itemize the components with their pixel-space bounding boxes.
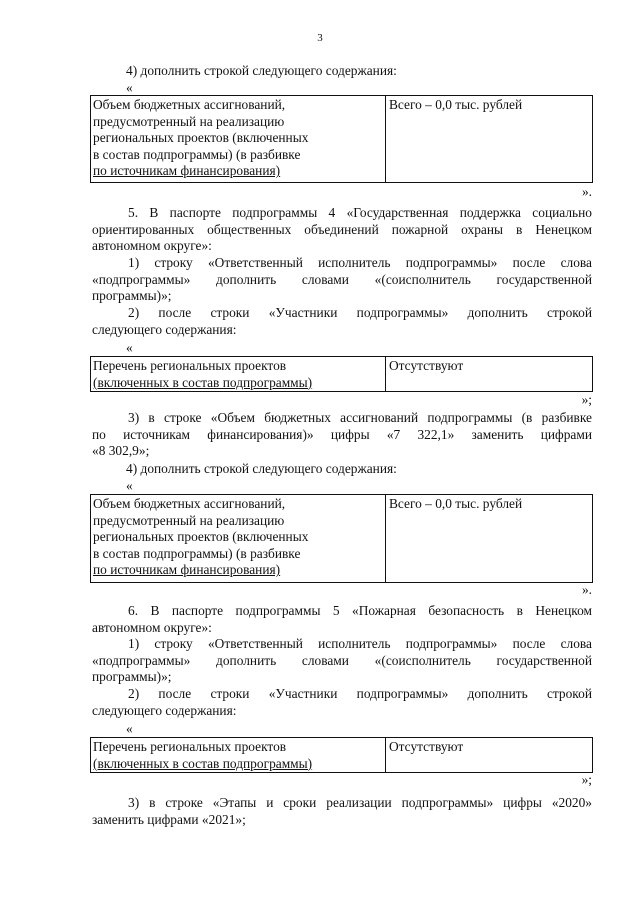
close-quote: ». <box>581 582 592 597</box>
s6-item-3: 3) в строке «Этапы и сроки реализации подпрограммы» цифры «2020» заменить цифрами «2021»; <box>92 795 592 827</box>
s6-item-2: 2) после строки «Участники подпрограммы» дополнить строкой следующего содержания: <box>92 686 592 718</box>
s5-item-2: 2) после строки «Участники подпрограммы» дополнить строкой следующего содержания: <box>92 305 592 337</box>
projects-table-1-label: Перечень региональных проектов (включенных в состав подпрограммы) <box>91 357 386 391</box>
s5-item-4: 4) дополнить строкой следующего содержания: <box>126 461 397 476</box>
s5-item-3: 3) в строке «Объем бюджетных ассигнований подпрограммы (в разбивке по источникам финансирования)» цифры «7 322,1» заменить цифрами «8 302,9»; <box>92 410 592 459</box>
close-quote: »; <box>581 392 592 407</box>
projects-table-2 <box>90 737 593 773</box>
projects-table-2-label: Перечень региональных проектов (включенных в состав подпрограммы) <box>91 738 386 772</box>
budget-table-2 <box>90 494 593 583</box>
item4-top: 4) дополнить строкой следующего содержания: <box>126 63 397 78</box>
budget-table-1-label: Объем бюджетных ассигнований, предусмотренный на реализацию региональных проектов (включенных в состав подпрограммы) (в разбивке по источникам финансирования) <box>91 96 386 182</box>
budget-table-2-value: Всего – 0,0 тыс. рублей <box>389 496 523 511</box>
section-5-paragraph: 5. В паспорте подпрограммы 4 «Государственная поддержка социально ориентированных общественных объединений пожарной охраны в Ненецком автономном округе»: <box>92 205 592 254</box>
projects-table-1-value: Отсутствуют <box>389 358 464 373</box>
section-6-paragraph: 6. В паспорте подпрограммы 5 «Пожарная безопасность в Ненецком автономном округе»: <box>92 603 592 635</box>
close-quote: ». <box>581 184 592 199</box>
close-quote: »; <box>581 772 592 787</box>
open-quote: « <box>126 340 133 355</box>
budget-table-1 <box>90 95 593 183</box>
projects-table-1 <box>90 356 593 392</box>
open-quote: « <box>126 80 133 95</box>
s5-item-1: 1) строку «Ответственный исполнитель подпрограммы» после слова «подпрограммы» дополнить словами «(соисполнитель государственной программы)»; <box>92 255 592 304</box>
open-quote: « <box>126 478 133 493</box>
budget-table-2-label: Объем бюджетных ассигнований, предусмотренный на реализацию региональных проектов (включенных в состав подпрограммы) (в разбивке по источникам финансирования) <box>91 495 386 582</box>
projects-table-2-value: Отсутствуют <box>389 739 464 754</box>
s6-item-1: 1) строку «Ответственный исполнитель подпрограммы» после слова «подпрограммы» дополнить словами «(соисполнитель государственной программы)»; <box>92 636 592 685</box>
page-number: 3 <box>317 32 323 44</box>
open-quote: « <box>126 721 133 736</box>
budget-table-1-value: Всего – 0,0 тыс. рублей <box>389 97 523 112</box>
